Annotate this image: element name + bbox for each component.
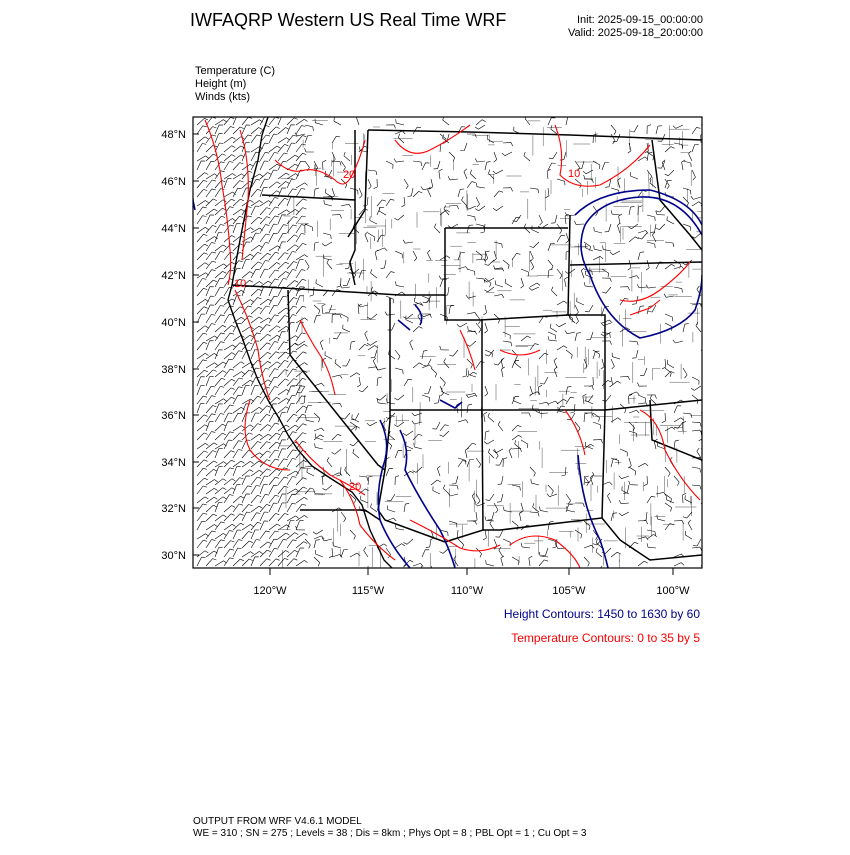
field-winds: Winds (kts) [195,91,250,103]
lat-label: 34°N [161,457,186,469]
init-time: Init: 2025-09-15_00:00:00 [577,14,703,26]
chart-title: IWFAQRP Western US Real Time WRF [190,10,507,30]
county-lines [280,121,716,576]
field-temperature: Temperature (C) [195,65,276,77]
lat-label: 48°N [161,129,186,141]
coastline [228,117,392,568]
county-line-mesh [280,121,716,576]
contour-label: 20 [343,169,356,181]
map-frame [193,117,702,568]
lat-label: 40°N [161,317,186,329]
longitude-axis [253,568,690,597]
lat-label: 36°N [161,410,186,422]
field-height: Height (m) [195,78,247,90]
model-version: OUTPUT FROM WRF V4.6.1 MODEL [193,816,362,827]
wind-barb-field [197,115,711,576]
lon-label: 105°W [552,585,586,597]
height-contour-legend: Height Contours: 1450 to 1630 by 60 [503,607,700,621]
model-config: WE = 310 ; SN = 275 ; Levels = 38 ; Dis = 8km ; Phys Opt = 8 ; PBL Opt = 1 ; Cu Opt = 3 [193,828,587,839]
valid-time: Valid: 2025-09-18_20:00:00 [568,27,703,39]
contour-label: 20 [349,481,362,493]
lat-label: 30°N [161,550,186,562]
map-content [191,115,716,576]
lat-label: 42°N [161,270,186,282]
lon-label: 120°W [253,585,287,597]
contour-label: 10 [568,168,581,180]
wind-barbs [197,115,711,576]
lon-label: 100°W [656,585,690,597]
height-contours [191,150,702,568]
temperature-contour-legend: Temperature Contours: 0 to 35 by 5 [511,631,700,645]
lat-label: 44°N [161,223,186,235]
model-info-footer [193,816,586,840]
lon-label: 115°W [351,585,385,597]
lon-label: 110°W [450,585,484,597]
lat-label: 38°N [161,364,186,376]
lat-label: 46°N [161,176,186,188]
contour-label: 10 [234,278,247,290]
lat-label: 32°N [161,503,186,515]
